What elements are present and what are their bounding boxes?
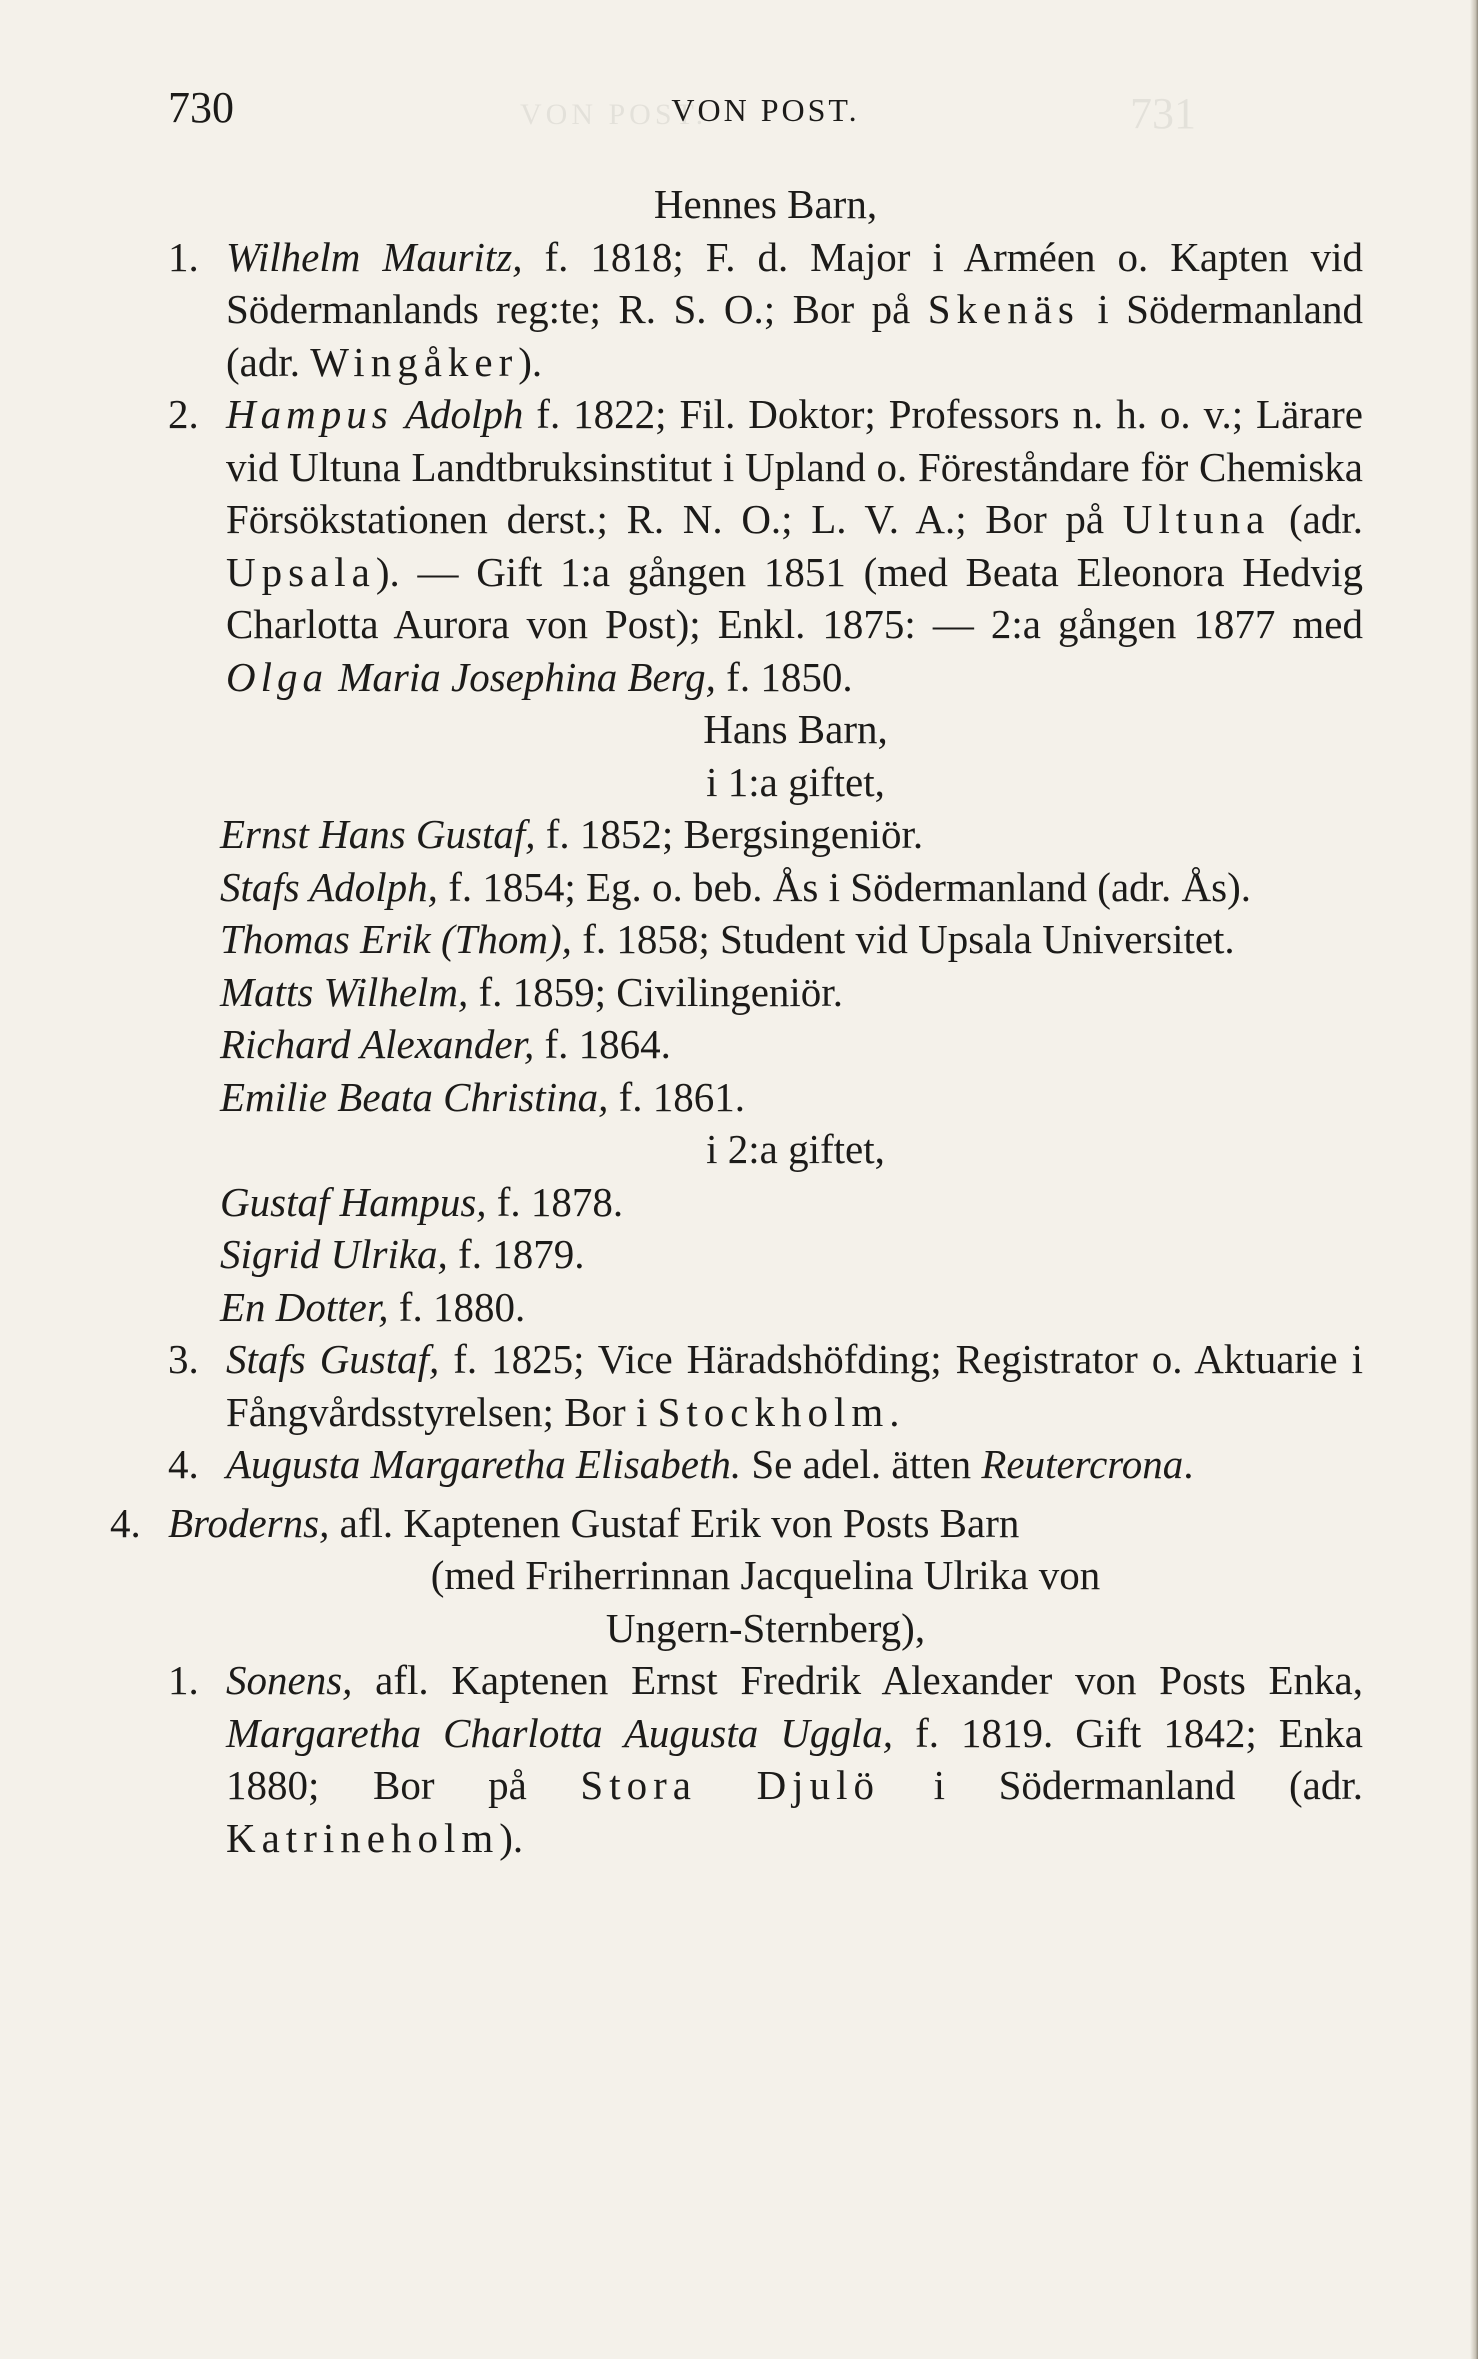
binding-edge bbox=[1470, 0, 1478, 2359]
child-entry: Ernst Hans Gustaf, f. 1852; Bergsingeniör. bbox=[220, 811, 924, 857]
place-name: Skenäs bbox=[927, 286, 1080, 332]
page-body bbox=[110, 178, 1364, 1864]
cross-reference: Reutercrona bbox=[981, 1441, 1184, 1487]
page-number: 730 bbox=[168, 83, 234, 132]
child-entry: Emilie Beata Christina, f. 1861. bbox=[220, 1073, 745, 1120]
entry-4: 4. Augusta Margaretha Elisabeth. Se adel. ätten Reutercrona. bbox=[168, 1441, 1194, 1487]
place-name: Stockholm bbox=[657, 1388, 890, 1435]
bleed-through-number: 731 bbox=[1130, 89, 1196, 138]
section-heading: Hennes Barn, bbox=[653, 181, 878, 227]
section-4-line-3: Ungern-Sternberg), bbox=[605, 1604, 926, 1651]
final-entry: 1. Sonens, afl. Kaptenen Ernst Fredrik Alexander von Posts Enka, Margaretha Charlotta Augusta Uggla, f. 1819. Gift 1842; Enka 1880; Bor på Stora Djulö i Södermanland (adr. Katrineholm). bbox=[168, 1657, 1364, 1861]
entry-name: Sonens, bbox=[226, 1657, 353, 1703]
entry-3: 3. Stafs Gustaf, f. 1825; Vice Häradshöfding; Registrator o. Aktuarie i Fångvårdsstyrelsen; Bor i Stockholm. bbox=[168, 1336, 1363, 1435]
entry-1: 1. Wilhelm Mauritz, f. 1818; F. d. Major i Arméen o. Kapten vid Södermanlands reg:te; R. S. O.; Bor på Skenäs i Södermanland (adr. Wingåker). bbox=[168, 233, 1363, 385]
children-heading: Hans Barn, bbox=[703, 706, 888, 752]
entry-name: Wilhelm Mauritz, bbox=[226, 233, 523, 280]
place-name: Katrineholm bbox=[226, 1814, 500, 1861]
place-name: Wingåker bbox=[310, 338, 519, 385]
child-entry: En Dotter, f. 1880. bbox=[220, 1283, 526, 1330]
entry-2: 2. Hampus Adolph f. 1822; Fil. Doktor; Professors n. h. o. v.; Lärare vid Ultuna Landtbruksinstitut i Upland o. Föreståndare för Chemiska Försökstationen derst.; R. N. O.; L. V. A.; Bor på Ultuna (adr. Upsala). — Gift 1:a gången 1851 (med Beata Eleonora Hedvig Charlotta Aurora von Post); Enkl. 1875: — 2:a gången 1877 med Olga Maria Josephina Berg, f. 1850. bbox=[168, 391, 1363, 700]
spouse-name: Olga bbox=[226, 653, 328, 700]
place-name: Ultuna bbox=[1122, 496, 1271, 542]
bleed-through-head: VON POST. bbox=[520, 98, 708, 131]
second-marriage-heading: i 2:a giftet, bbox=[706, 1126, 885, 1172]
child-entry: Gustaf Hampus, f. 1878. bbox=[220, 1178, 624, 1225]
child-entry: Thomas Erik (Thom), f. 1858; Student vid Upsala Universitet. bbox=[220, 916, 1235, 962]
section-4-heading: 4. Broderns, afl. Kaptenen Gustaf Erik von Posts Barn bbox=[110, 1499, 1020, 1546]
section-4-line-2: (med Friherrinnan Jacquelina Ulrika von bbox=[430, 1552, 1101, 1598]
spouse-name: Margaretha Charlotta Augusta Uggla, bbox=[226, 1709, 894, 1756]
place-name: Stora Djulö bbox=[580, 1762, 880, 1808]
entry-name: Hampus bbox=[226, 391, 393, 437]
child-entry: Sigrid Ulrika, f. 1879. bbox=[220, 1231, 585, 1277]
child-entry: Stafs Adolph, f. 1854; Eg. o. beb. Ås i Södermanland (adr. Ås). bbox=[220, 863, 1252, 910]
running-head: VON POST. bbox=[671, 92, 860, 128]
child-entry: Matts Wilhelm, f. 1859; Civilingeniör. bbox=[220, 968, 843, 1015]
first-marriage-heading: i 1:a giftet, bbox=[706, 758, 885, 805]
entry-name: Stafs Gustaf, bbox=[226, 1336, 440, 1382]
entry-name: Augusta Margaretha Elisabeth. bbox=[226, 1441, 742, 1487]
child-entry: Richard Alexander, f. 1864. bbox=[220, 1021, 671, 1067]
place-name: Upsala bbox=[226, 548, 376, 595]
